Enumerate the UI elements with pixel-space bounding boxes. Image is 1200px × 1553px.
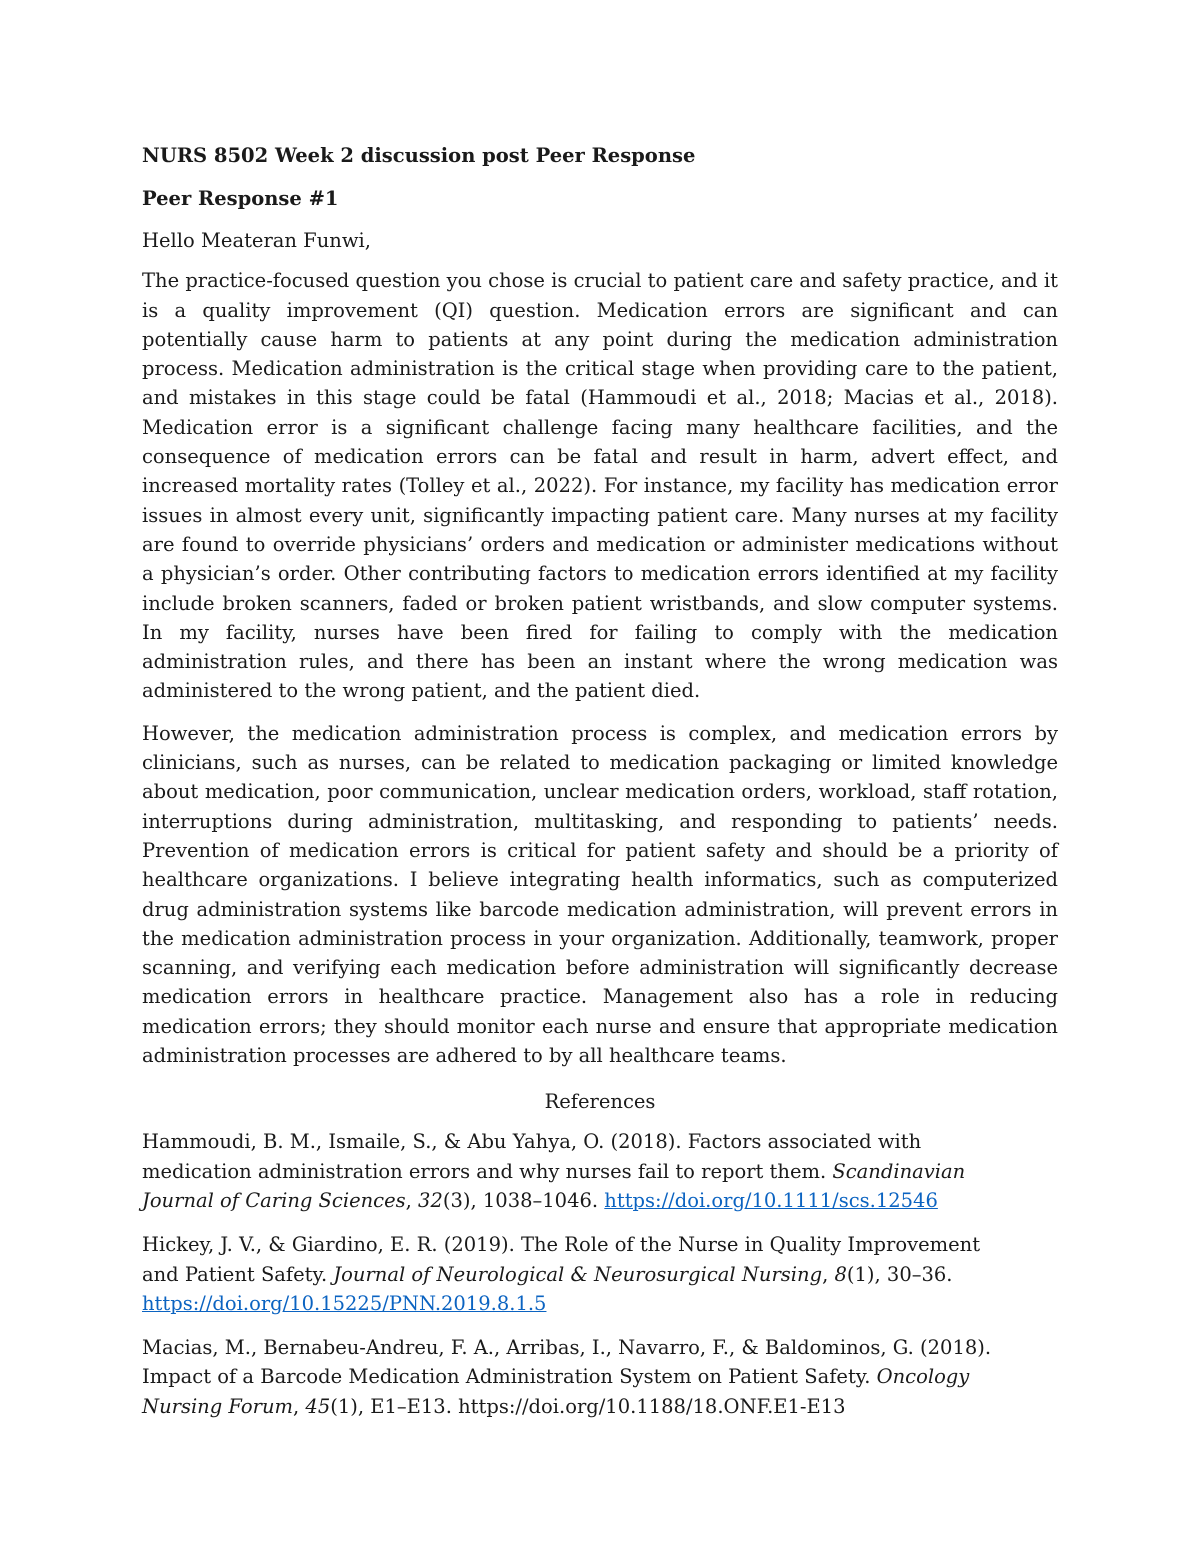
body-paragraph-2: However, the medication administration process is complex, and medication errors by clinicians, such as nurses, can be related to medication packaging or limited knowledge about medication, poor communication, unclear medication orders, workload, staff rotation, interruptions during administration, multitasking, and responding to patients’ needs. Prevention of medication errors is critical for patient safety and should be a priority of healthcare organizations. I believe integrating health informatics, such as computerized drug administration systems like barcode medication administration, will prevent errors in the medication administration process in your organization. Additionally, teamwork, proper scanning, and verifying each medication before administration will significantly decrease medication errors in healthcare practice. Management also has a role in reducing medication errors; they should monitor each nurse and ensure that appropriate medication administration processes are adhered to by all healthcare teams. — [142, 721, 1058, 1068]
references-heading: References — [544, 1090, 656, 1114]
reference-3-issue-pages: (1), E1–E13. — [330, 1394, 459, 1418]
reference-2-journal: Journal of Neurological & Neurosurgical Nursing — [333, 1262, 823, 1286]
reference-1-issue-pages: (3), 1038–1046. — [442, 1188, 605, 1212]
greeting: Hello Meateran Funwi, — [142, 229, 371, 252]
reference-2 — [142, 1230, 1022, 1318]
reference-1 — [142, 1127, 1022, 1215]
reference-2-doi-link[interactable]: https://doi.org/10.15225/PNN.2019.8.1.5 — [142, 1291, 547, 1315]
reference-3 — [142, 1333, 1022, 1421]
reference-3-volume: 45 — [305, 1394, 331, 1418]
reference-3-journal: Oncology Nursing Forum — [142, 1365, 970, 1418]
reference-3-text: Macias, M., Bernabeu-Andreu, F. A., Arribas, I., Navarro, F., & Baldominos, G. (2018). Impact of a Barcode Medication Administration System on Patient Safety. — [142, 1336, 992, 1389]
reference-1-journal: Scandinavian Journal of Caring Sciences — [142, 1159, 966, 1212]
reference-2-issue-pages: (1), 30–36. — [846, 1262, 953, 1286]
reference-3-sep: , — [293, 1394, 306, 1418]
body-paragraph-1: The practice-focused question you chose is crucial to patient care and safety practice, and it is a quality improvement (QI) question. Medication errors are significant and can potentially cause harm to patients at any point during the medication administration process. Medication administration is the critical stage when providing care to the patient, and mistakes in this stage could be fatal (Hammoudi et al., 2018; Macias et al., 2018). Medication error is a significant challenge facing many healthcare facilities, and the consequence of medication errors can be fatal and result in harm, advert effect, and increased mortality rates (Tolley et al., 2022). For instance, my facility has medication error issues in almost every unit, significantly impacting patient care. Many nurses at my facility are found to override physicians’ orders and medication or administer medications without a physician’s order. Other contributing factors to medication errors identified at my facility include broken scanners, faded or broken patient wristbands, and slow computer systems. In my facility, nurses have been fired for failing to comply with the medication administration rules, and there has been an instant where the wrong medication was administered to the wrong patient, and the patient died. — [142, 269, 1058, 703]
reference-2-text: Hickey, J. V., & Giardino, E. R. (2019). The Role of the Nurse in Quality Improvement and Patient Safety. — [142, 1233, 981, 1286]
reference-2-sep: , — [822, 1262, 835, 1286]
reference-1-doi-link[interactable]: https://doi.org/10.1111/scs.12546 — [604, 1188, 938, 1212]
document-subtitle: Peer Response #1 — [142, 187, 339, 210]
reference-1-text: Hammoudi, B. M., Ismaile, S., & Abu Yahya, O. (2018). Factors associated with medication administration errors and why nurses fail to report them. — [142, 1130, 922, 1183]
reference-1-volume: 32 — [418, 1188, 443, 1212]
reference-3-doi: https://doi.org/10.1188/18.ONF.E1-E13 — [458, 1394, 846, 1418]
reference-1-sep: , — [405, 1188, 419, 1212]
reference-2-volume: 8 — [834, 1262, 847, 1286]
document-title: NURS 8502 Week 2 discussion post Peer Response — [142, 144, 696, 167]
document-page — [142, 140, 1058, 1436]
